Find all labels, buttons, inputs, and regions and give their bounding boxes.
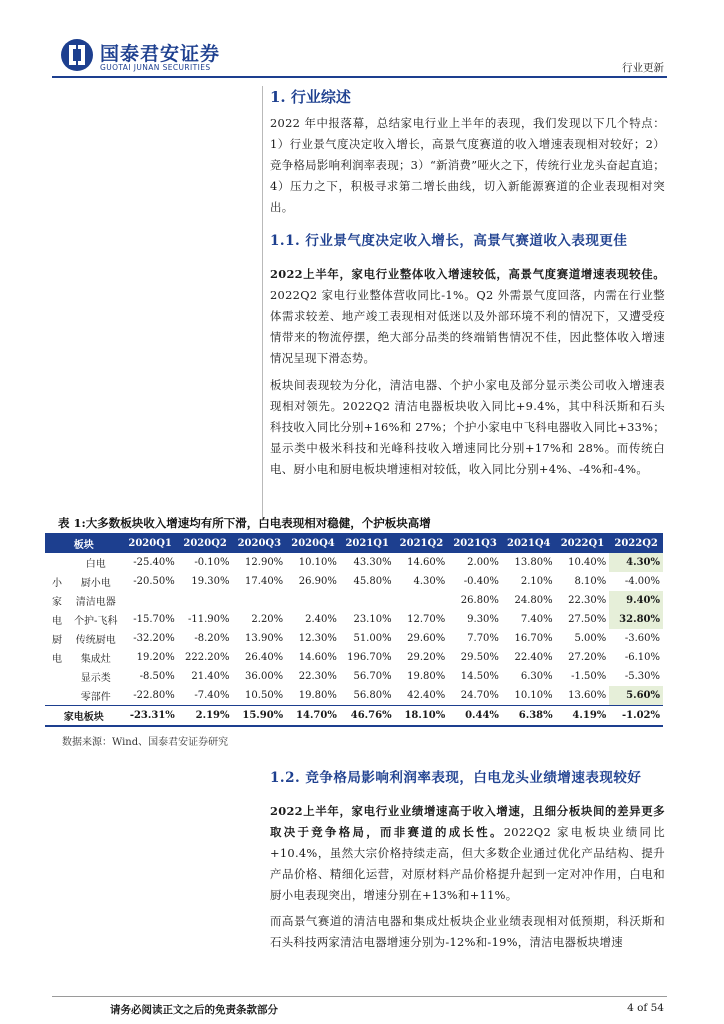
table-source-note: 数据来源：Wind、国泰君安证券研究 [62, 737, 229, 748]
table-cell: 26.40% [245, 652, 284, 663]
revenue-growth-table [45, 533, 663, 727]
table-total-cell: -23.31% [123, 706, 178, 727]
table-row-label: 集成灶 [80, 654, 111, 665]
table-cell: 2.40% [305, 614, 337, 625]
table-group-cell [45, 686, 69, 706]
table-total-cell: 2.19% [178, 706, 233, 727]
table-header-cell: 2020Q2 [178, 533, 233, 553]
table-total-cell: 46.76% [340, 706, 395, 727]
company-logo [60, 38, 260, 74]
table-cell: 22.30% [298, 671, 337, 682]
table-cell: 6.30% [520, 671, 553, 682]
table-cell: 5.60% [609, 686, 663, 706]
table-row-label: 传统厨电 [75, 635, 116, 646]
section-1-1-body-text: 2022Q2 家电行业整体营收同比-1%。Q2 外需景气度回落，内需在行业整体需求较差、地产竣工表现相对低迷以及外部环境不利的情况下，又遭受疫情带来的物流停摆，绝大部分品类的终端销售情况不佳，因此整体收入增速情况呈现下滑态势。 [270, 288, 665, 365]
table-group-cell: 电 [52, 654, 62, 665]
table-header-cell: 2021Q1 [340, 533, 395, 553]
table-group-cell: 小 [52, 578, 62, 589]
table-cell: 19.80% [407, 671, 446, 682]
table-cell: -4.00% [624, 576, 660, 587]
table-cell: 29.50% [460, 652, 499, 663]
table-cell: 32.80% [609, 610, 663, 629]
table-cell: 10.50% [245, 690, 284, 701]
table-row-label: 零部件 [80, 692, 111, 703]
table-cell [340, 591, 395, 610]
table-cell: 56.80% [353, 690, 392, 701]
table-cell: 29.60% [407, 633, 446, 644]
table-header-cell: 2022Q2 [609, 533, 663, 553]
table-row-label: 个护-飞科 [74, 616, 118, 627]
table-cell: -3.60% [624, 633, 660, 644]
table-title: 表 1:大多数板块收入增速均有所下滑，白电表现相对稳健，个护板块高增 [58, 516, 431, 530]
table-group-cell: 电 [52, 616, 62, 627]
table-row-label: 清洁电器 [75, 597, 116, 608]
table-row-label: 厨小电 [80, 578, 111, 589]
section-1-2-body-text: 2022Q2 家电板块业绩同比+10.4%，虽然大宗价格持续走高，但大多数企业通过优化产品结构、提升产品价格、精细化运营，对原材料产品价格提升起到一定对冲作用，白电和厨小电表现突出，增速分别在+13%和+11%。 [270, 825, 665, 902]
table-cell: 13.90% [245, 633, 284, 644]
table-cell: 56.70% [353, 671, 392, 682]
table-cell: 42.40% [407, 690, 446, 701]
table-cell: 45.80% [353, 576, 392, 587]
table-cell: 4.30% [413, 576, 446, 587]
table-cell: 16.70% [514, 633, 553, 644]
table-total-cell: 0.44% [448, 706, 502, 727]
table-cell [233, 591, 287, 610]
section-1-paragraph: 2022 年中报落幕，总结家电行业上半年的表现，我们发现以下几个特点：1）行业景气度决定收入增长，高景气度赛道的收入增速表现相对较好；2）竞争格局影响利润率表现；3）“新消费”哑火之下，传统行业龙头奋起直追；4）压力之下，积极寻求第二增长曲线，切入新能源赛道的企业表现相对突出。 [270, 116, 665, 214]
table-cell: 12.30% [298, 633, 337, 644]
table-cell: 13.60% [568, 690, 607, 701]
section-1-1-paragraph-2: 板块间表现较为分化，清洁电器、个护小家电及部分显示类公司收入增速表现相对领先。2022Q2 清洁电器板块收入同比+9.4%，其中科沃斯和石头科技收入同比分别+16%和 27%；个护小家电中飞科电器收入同比+33%；显示类中极米科技和光峰科技收入增速同比分别+17%和 28%。而传统白电、厨小电和厨电板块增速相对较低，收入同比分别+4%、-4%和-4%。 [270, 378, 665, 476]
table-cell: 23.10% [353, 614, 392, 625]
table-cell: 51.00% [353, 633, 392, 644]
table-cell: 14.60% [298, 652, 337, 663]
table-cell: 27.50% [568, 614, 607, 625]
logo-english-name: GUOTAI JUNAN SECURITIES [100, 63, 211, 72]
table-row [45, 667, 663, 686]
table-header-cell: 板块 [45, 533, 123, 553]
table-cell: -20.50% [133, 576, 175, 587]
table-cell: 8.10% [574, 576, 607, 587]
table-cell: 12.70% [407, 614, 446, 625]
margin-divider [262, 86, 263, 521]
table-cell: 19.80% [298, 690, 337, 701]
table-total-row [45, 706, 663, 727]
table-total-label: 家电板块 [45, 706, 123, 727]
table-cell: 24.70% [460, 690, 499, 701]
table-total-cell: -1.02% [609, 706, 663, 727]
table-cell: -11.90% [188, 614, 230, 625]
table-header-cell: 2021Q2 [395, 533, 449, 553]
table-row-label: 显示类 [80, 673, 111, 684]
table-row [45, 572, 663, 591]
header-divider [52, 76, 667, 78]
table-cell: 19.30% [191, 576, 230, 587]
section-1-1-lead-sentence: 2022上半年，家电行业整体收入增速较低，高景气度赛道增速表现较佳。 [270, 267, 665, 281]
table-cell: -0.40% [463, 576, 499, 587]
table-cell: 29.20% [407, 652, 446, 663]
table-cell: 22.30% [568, 595, 607, 606]
table-row [45, 553, 663, 572]
table-cell: 2.20% [251, 614, 284, 625]
table-cell: 2.10% [520, 576, 553, 587]
table-row-label: 白电 [85, 559, 106, 570]
table-cell: 24.80% [514, 595, 553, 606]
table-cell: 196.70% [347, 652, 392, 663]
table-cell: 43.30% [353, 557, 392, 568]
table-cell [178, 591, 233, 610]
table-cell: 10.10% [514, 690, 553, 701]
table-cell: 9.30% [467, 614, 499, 625]
table-cell: 21.40% [191, 671, 230, 682]
table-total-cell: 6.38% [502, 706, 556, 727]
table-cell: 7.40% [520, 614, 553, 625]
table-cell: 14.60% [407, 557, 446, 568]
section-1-2-paragraph-2: 而高景气赛道的清洁电器和集成灶板块企业业绩表现相对低预期，科沃斯和石头科技两家清洁电器增速分别为-12%和-19%，清洁电器板块增速 [270, 914, 665, 949]
table-header-cell: 2020Q3 [233, 533, 287, 553]
table-cell [395, 591, 449, 610]
table-total-cell: 14.70% [286, 706, 340, 727]
table-cell: 19.20% [136, 652, 175, 663]
table-cell: 22.40% [514, 652, 553, 663]
table-cell: -5.30% [624, 671, 660, 682]
table-cell: -8.50% [139, 671, 175, 682]
table-cell: 27.20% [568, 652, 607, 663]
table-group-cell: 家 [52, 597, 62, 608]
table-cell: -8.20% [194, 633, 230, 644]
footer-divider [52, 996, 667, 997]
table-group-cell: 厨 [52, 635, 62, 646]
table-cell: 17.40% [245, 576, 284, 587]
table-cell: -0.10% [194, 557, 230, 568]
table-header-cell: 2021Q4 [502, 533, 556, 553]
table-header-cell: 2020Q4 [286, 533, 340, 553]
table-cell: -6.10% [624, 652, 660, 663]
table-cell: 26.90% [298, 576, 337, 587]
table-cell: 36.00% [245, 671, 284, 682]
section-heading-1-2: 1.2. 竞争格局影响利润率表现，白电龙头业绩增速表现较好 [270, 770, 642, 786]
table-cell: -1.50% [571, 671, 607, 682]
table-cell [286, 591, 340, 610]
table-row [45, 629, 663, 648]
table-cell: 26.80% [460, 595, 499, 606]
table-header-cell: 2022Q1 [556, 533, 610, 553]
section-1-2-paragraph-1 [270, 801, 665, 906]
table-cell: -7.40% [194, 690, 230, 701]
section-1-2-lead-sentence: 2022上半年，家电行业业绩增速高于收入增速，且细分板块间的差异更多取决于竞争格局，而非赛道的成长性。 [270, 804, 665, 839]
footer-disclaimer: 请务必阅读正文之后的免责条款部分 [110, 1004, 278, 1016]
table-cell: 13.80% [514, 557, 553, 568]
report-type-tag: 行业更新 [622, 62, 664, 74]
table-cell: 4.30% [609, 553, 663, 572]
table-cell: -25.40% [133, 557, 175, 568]
table-row [45, 591, 663, 610]
table-row [45, 686, 663, 706]
logo-mark-icon [60, 38, 94, 72]
table-group-cell [45, 667, 69, 686]
table-group-cell [45, 553, 69, 572]
table-total-cell: 15.90% [233, 706, 287, 727]
section-1-1-paragraph-1 [270, 264, 665, 369]
table-total-cell: 18.10% [395, 706, 449, 727]
table-header-cell: 2021Q3 [448, 533, 502, 553]
table-total-cell: 4.19% [556, 706, 610, 727]
table-cell: 10.10% [298, 557, 337, 568]
logo-chinese-name: 国泰君安证券 [100, 43, 221, 65]
table-cell: 9.40% [609, 591, 663, 610]
table-row [45, 610, 663, 629]
section-heading-1-1: 1.1. 行业景气度决定收入增长，高景气赛道收入表现更佳 [270, 233, 628, 249]
table-cell: 2.00% [467, 557, 499, 568]
table-cell: 12.90% [245, 557, 284, 568]
table-cell: 7.70% [467, 633, 499, 644]
table-cell: 5.00% [574, 633, 607, 644]
section-heading-1: 1. 行业综述 [270, 88, 351, 106]
table-cell [123, 591, 178, 610]
table-cell: -15.70% [133, 614, 175, 625]
page-number: 4 of 54 [627, 1002, 664, 1014]
table-header-row [45, 533, 663, 553]
table-cell: 222.20% [185, 652, 230, 663]
table-cell: 10.40% [568, 557, 607, 568]
table-cell: -32.20% [133, 633, 175, 644]
table-row [45, 648, 663, 667]
table-header-cell: 2020Q1 [123, 533, 178, 553]
table-cell: -22.80% [133, 690, 175, 701]
table-cell: 14.50% [460, 671, 499, 682]
